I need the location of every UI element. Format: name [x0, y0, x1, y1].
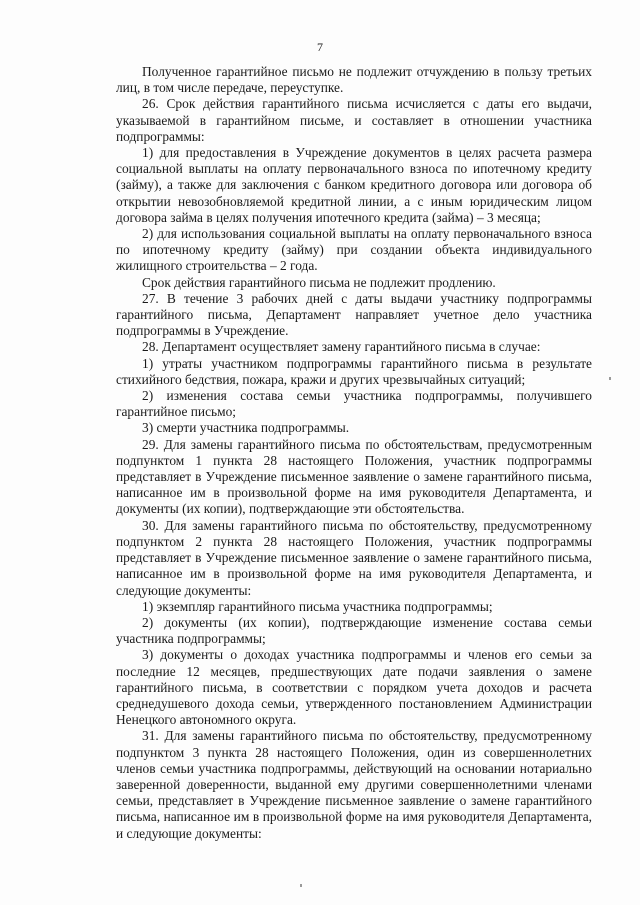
scan-speck-bottom: [300, 884, 302, 887]
paragraph-30-item-1: 1) экземпляр гарантийного письма участника подпрограммы;: [142, 598, 493, 614]
page-number: 7: [317, 40, 323, 54]
paragraph-31: 31. Для замены гарантийного письма по обстоятельству, предусмотренному подпунктом 3 пункта 28 настоящего Положения, один из совершеннолетних членов семьи участника подпрограммы, действующий на основании нотариально заверенной доверенности, выданной ему другими совершеннолетними членами семьи, представляет в Учреждение письменное заявление о замене гарантийного письма, написанное им в произвольной форме на имя руководителя Департамента, и следующие документы:: [116, 728, 592, 841]
paragraph-26-item-1: 1) для предоставления в Учреждение документов в целях расчета размера социальной выплаты на оплату первоначального взноса по ипотечному кредиту (займу), а также для заключения с банком кредитного договора или договора об открытии невозобновляемой кредитной линии, а с иным юридическим лицом договора займа в целях получения ипотечного кредита (займа) – 3 месяца;: [116, 145, 592, 225]
paragraph-28-item-2: 2) изменения состава семьи участника подпрограммы, получившего гарантийное письмо;: [116, 388, 592, 420]
paragraph-27: 27. В течение 3 рабочих дней с даты выдачи участнику подпрограммы гарантийного письма, Департамент направляет учетное дело участника подпрограммы в Учреждение.: [116, 290, 592, 339]
paragraph-no-extension: Срок действия гарантийного письма не подлежит продлению.: [142, 274, 496, 290]
paragraph-26-item-2: 2) для использования социальной выплаты на оплату первоначального взноса по ипотечному кредиту (займу) при создании объекта индивидуального жилищного строительства – 2 года.: [116, 226, 592, 274]
paragraph-30-item-3: 3) документы о доходах участника подпрограммы и членов его семьи за последние 12 месяцев, предшествующих дате подачи заявления о замене гарантийного письма, в соответствии с порядком учета доходов и расчета среднедушевого дохода семьи, утвержденного постановлением Администрации Ненецкого автономного округа.: [116, 647, 592, 728]
paragraph-28-item-1: 1) утраты участником подпрограммы гарантийного письма в результате стихийного бедствия, пожара, кражи и других чрезвычайных ситуаций;: [116, 355, 592, 387]
paragraph-28: 28. Департамент осуществляет замену гарантийного письма в случае:: [142, 339, 541, 355]
paragraph-30: 30. Для замены гарантийного письма по обстоятельству, предусмотренному подпунктом 2 пункта 28 настоящего Положения, участник подпрограммы представляет в Учреждение письменное заявление о замене гарантийного письма, написанное им в произвольной форме на имя руководителя Департамента, и следующие документы:: [116, 517, 592, 598]
paragraph-28-item-3: 3) смерти участника подпрограммы.: [142, 420, 350, 436]
scan-speck-right: [609, 377, 611, 380]
paragraph-transfer-prohibition: Полученное гарантийное письмо не подлежит отчуждению в пользу третьих лиц, в том числе передаче, переуступке.: [116, 64, 592, 96]
body-text: [116, 64, 592, 842]
paragraph-26: 26. Срок действия гарантийного письма исчисляется с даты его выдачи, указываемой в гарантийном письме, и составляет в отношении участника подпрограммы:: [116, 96, 592, 144]
paragraph-29: 29. Для замены гарантийного письма по обстоятельствам, предусмотренным подпунктом 1 пункта 28 настоящего Положения, участник подпрограммы представляет в Учреждение письменное заявление о замене гарантийного письма, написанное им в произвольной форме на имя руководителя Департамента, и документы (их копии), подтверждающие эти обстоятельства.: [116, 436, 592, 517]
paragraph-30-item-2: 2) документы (их копии), подтверждающие изменение состава семьи участника подпрограммы;: [116, 614, 592, 647]
